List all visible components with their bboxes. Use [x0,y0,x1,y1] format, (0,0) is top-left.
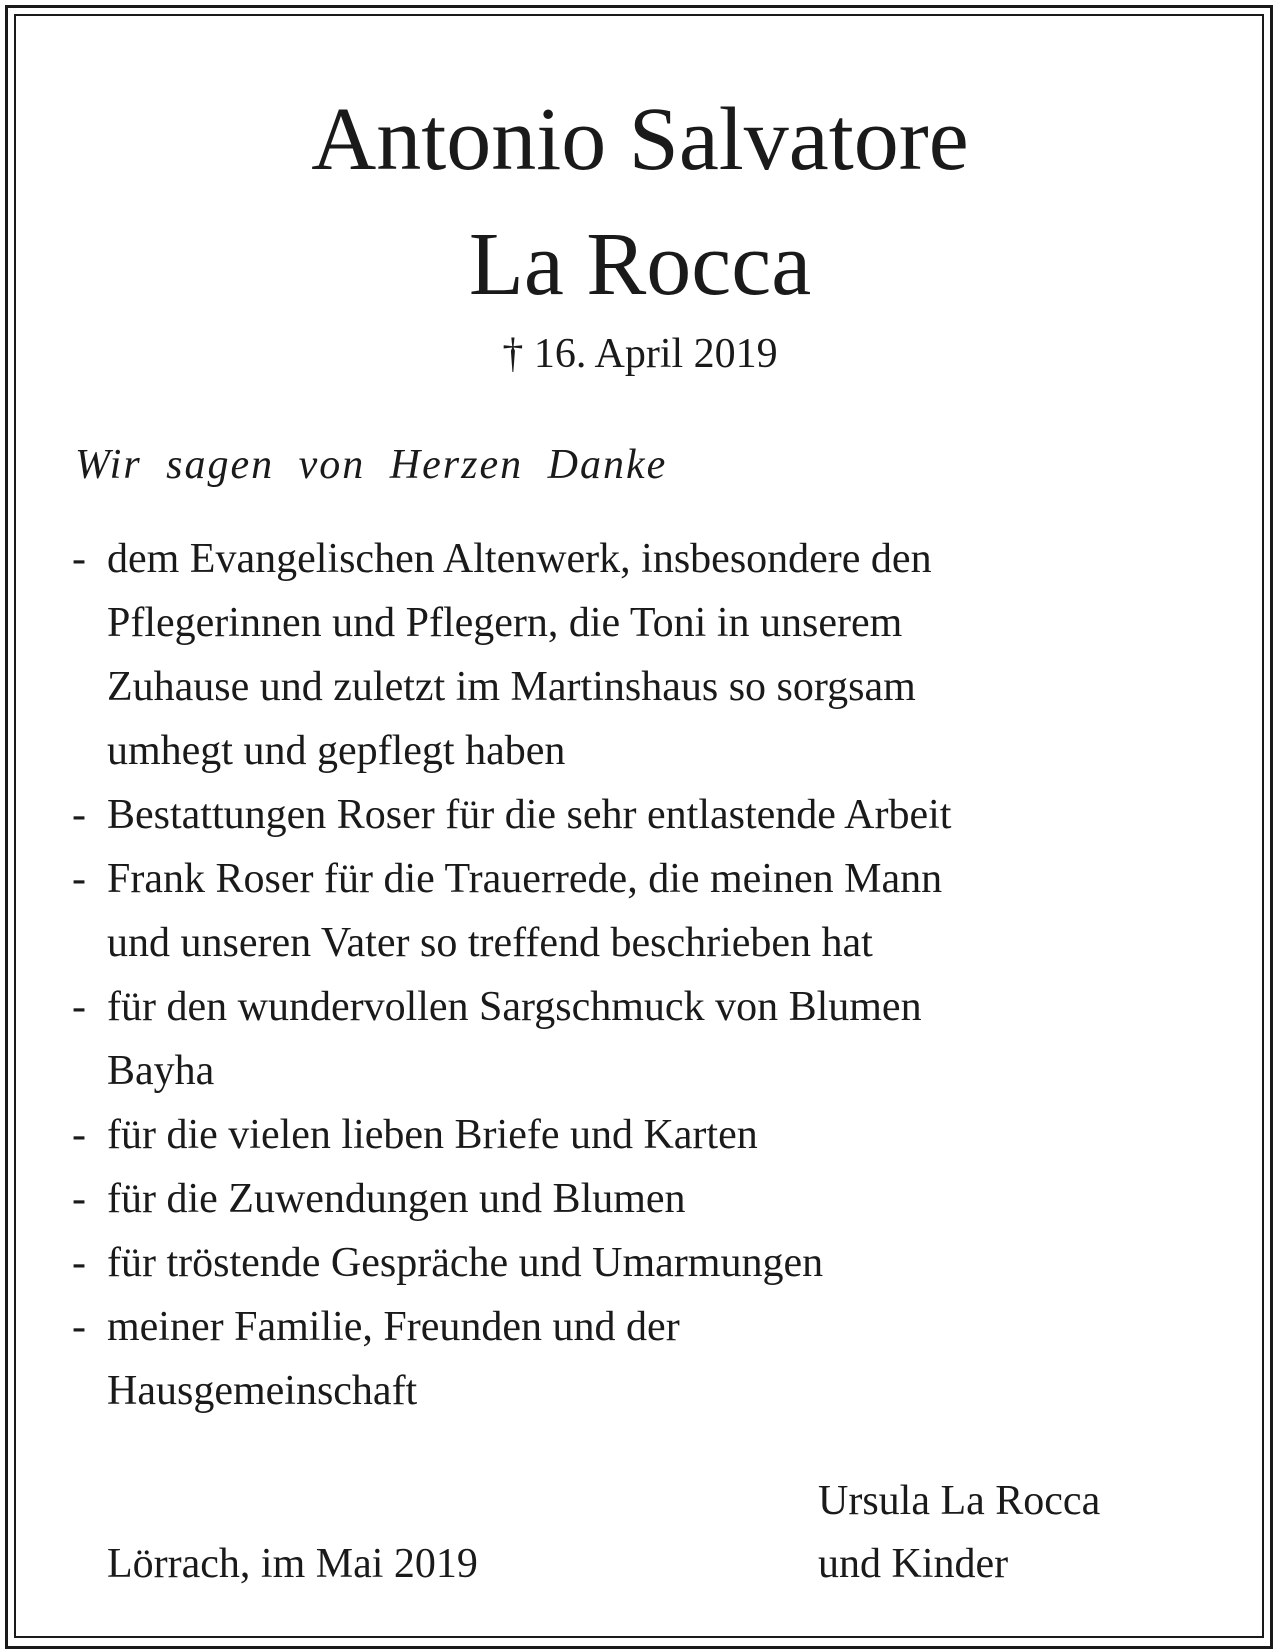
signature-block [818,1470,1100,1596]
list-item-text: Bayha [107,1048,215,1094]
list-dash: - [72,1176,86,1222]
list-item-text: Pflegerinnen und Pflegern, die Toni in unserem [107,600,903,646]
signature-family: und Kinder [818,1541,1009,1587]
place-and-date: Lörrach, im Mai 2019 [107,1541,478,1587]
list-item-text: für den wundervollen Sargschmuck von Blumen [107,984,922,1030]
deceased-name-first-line: Antonio Salvatore [311,90,969,189]
list-item [72,975,1222,1103]
list-item-text: umhegt und gepflegt haben [107,728,566,774]
list-item [72,1231,1222,1295]
list-item [72,1103,1222,1167]
death-date: † 16. April 2019 [502,331,778,377]
list-item-text: für tröstende Gespräche und Umarmungen [107,1240,824,1286]
thanks-heading: Wir sagen von Herzen Danke [75,442,668,488]
list-dash: - [72,1240,86,1286]
list-dash: - [72,984,86,1030]
list-item-text: Bestattungen Roser für die sehr entlastende Arbeit [107,792,952,838]
list-dash: - [72,856,86,902]
list-item-text: meiner Familie, Freunden und der [107,1304,680,1350]
list-item [72,783,1222,847]
list-item [72,527,1222,783]
list-item-text: für die vielen lieben Briefe und Karten [107,1112,758,1158]
list-item-text: für die Zuwendungen und Blumen [107,1176,686,1222]
list-item [72,1167,1222,1231]
deceased-name-second-line: La Rocca [468,215,812,314]
list-item [72,1295,1222,1423]
list-dash: - [72,1112,86,1158]
list-item-text: Frank Roser für die Trauerrede, die meinen Mann [107,856,943,902]
signature-name: Ursula La Rocca [818,1478,1101,1524]
list-item-text: und unseren Vater so treffend beschrieben hat [107,920,873,966]
list-dash: - [72,792,86,838]
list-item-text: dem Evangelischen Altenwerk, insbesondere den [107,536,932,582]
list-item-text: Hausgemeinschaft [107,1368,418,1414]
thanks-list [72,527,1222,1423]
list-item-text: Zuhause und zuletzt im Martinshaus so sorgsam [107,664,916,710]
list-item [72,847,1222,975]
list-dash: - [72,1304,86,1350]
list-dash: - [72,536,86,582]
